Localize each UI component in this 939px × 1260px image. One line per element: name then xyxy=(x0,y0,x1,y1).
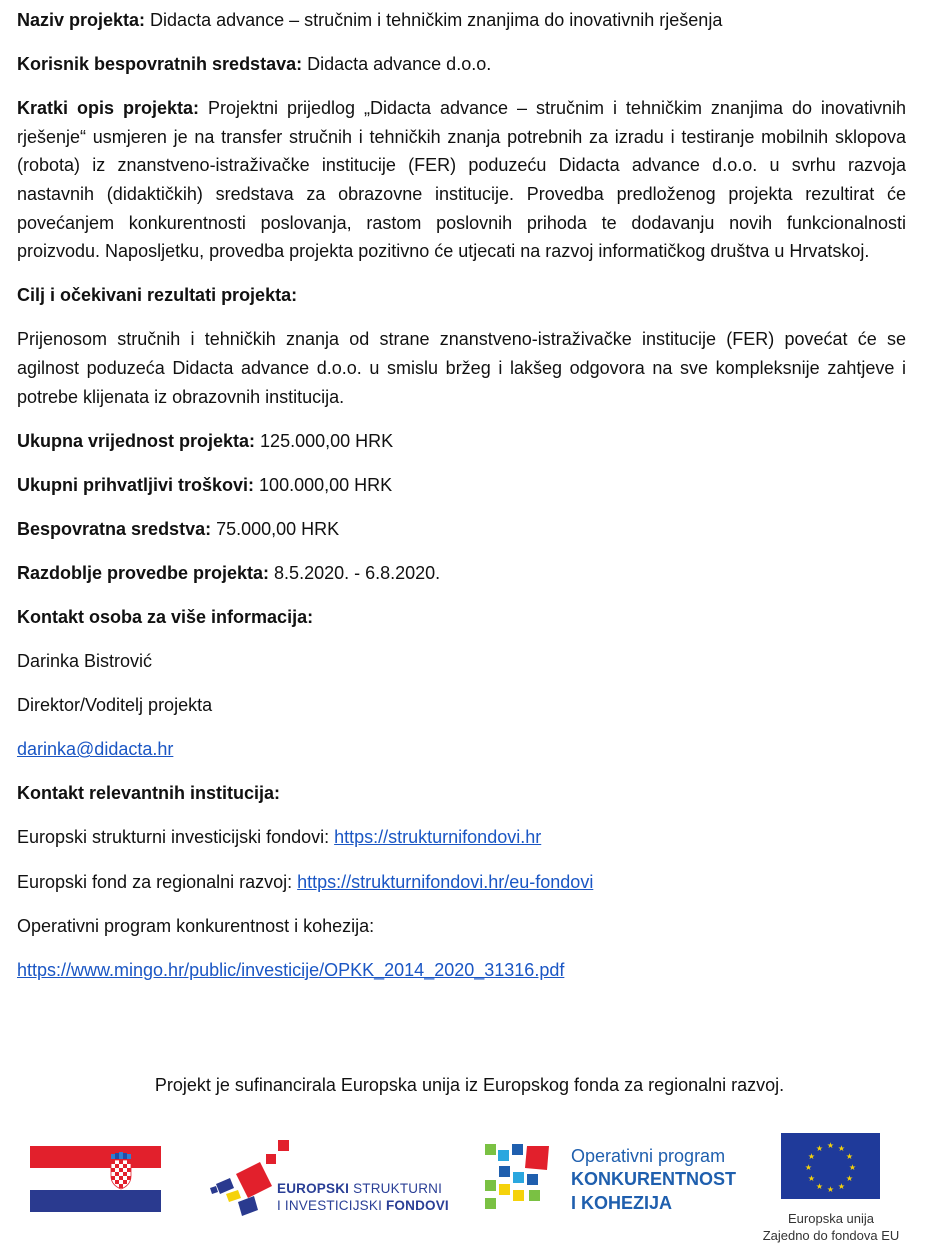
total-value-row xyxy=(17,427,906,456)
period-value: 8.5.2020. - 6.8.2020. xyxy=(269,562,441,583)
contact-heading-text: Kontakt osoba za više informacija: xyxy=(17,607,314,627)
contact-email-row xyxy=(17,735,906,764)
institutions-heading xyxy=(17,779,906,808)
svg-text:★: ★ xyxy=(845,1152,854,1161)
summary-row xyxy=(17,94,906,266)
eu-flag-icon xyxy=(781,1133,880,1199)
project-name-row xyxy=(17,6,906,35)
svg-text:★: ★ xyxy=(826,1141,835,1150)
svg-text:★: ★ xyxy=(845,1174,854,1183)
eligible-costs-row xyxy=(17,471,906,500)
esif-logo-line2a: I INVESTICIJSKI xyxy=(277,1198,386,1213)
opkk-link[interactable]: https://www.mingo.hr/public/investicije/OPKK_2014_2020_31316.pdf xyxy=(17,959,565,980)
contact-role: Direktor/Voditelj projekta xyxy=(17,695,213,716)
document-body xyxy=(17,6,906,1000)
contact-name: Darinka Bistrović xyxy=(17,651,153,672)
eu-caption xyxy=(748,1210,914,1244)
esif-logo-text xyxy=(277,1180,449,1214)
esif-logo-line1b: STRUKTURNI xyxy=(353,1181,443,1196)
eligible-label: Ukupni prihvatljivi troškovi: xyxy=(17,474,255,495)
opkk-logo-icon xyxy=(485,1144,551,1210)
beneficiary-label: Korisnik bespovratnih sredstava: xyxy=(17,54,303,75)
esif-logo-line1a: EUROPSKI xyxy=(277,1181,354,1196)
svg-text:★: ★ xyxy=(848,1163,857,1172)
goal-heading xyxy=(17,281,906,310)
esif-label: Europski strukturni investicijski fondovi: xyxy=(17,827,335,848)
croatia-flag-icon xyxy=(30,1146,161,1212)
esif-logo-line2b: FONDOVI xyxy=(385,1198,449,1213)
cofinancing-note: Projekt je sufinancirala Europska unija iz Europskog fonda za regionalni razvoj. xyxy=(154,1075,785,1095)
summary-value: Projektni prijedlog „Didacta advance – stručnim i tehničkim znanjima do inovativnih rješenje“ usmjeren je na transfer stručnih i tehničkih znanja potrebnih za izradu i testiranje mobilnih sklopova (robota) iz znanstveno-istraživačke institucije (FER) poduzeću Didacta advance d.o.o. u svrhu razvoja nastavnih (didaktičkih) sredstava za obrazovne institucije. Provedba predloženog projekta rezultirat će povećanjem konkurentnosti poslovanja, rastom poslovnih prihoda te dodavanju novih funkcionalnosti proizvodu. Naposljetku, provedba projekta pozitivno će utjecati na razvoj informatičkog društva u Hrvatskoj. xyxy=(17,98,906,262)
esif-link[interactable]: https://strukturnifondovi.hr xyxy=(334,827,542,848)
project-name-label: Naziv projekta: xyxy=(17,10,146,30)
period-row xyxy=(17,559,906,588)
svg-text:★: ★ xyxy=(815,1182,824,1191)
opkk-row xyxy=(17,956,906,985)
svg-text:★: ★ xyxy=(837,1182,846,1191)
opkk-logo-line1: Operativni program xyxy=(571,1146,726,1166)
beneficiary-row xyxy=(17,50,906,79)
svg-text:★: ★ xyxy=(807,1174,816,1183)
eu-caption-line1: Europska unija xyxy=(788,1211,874,1226)
eu-caption-line2: Zajedno do fondova EU xyxy=(762,1228,900,1243)
eligible-value: 100.000,00 HRK xyxy=(254,474,393,495)
total-label: Ukupna vrijednost projekta: xyxy=(17,430,256,451)
opkk-logo-line3: I KOHEZIJA xyxy=(571,1193,673,1213)
contact-email-link[interactable]: darinka@didacta.hr xyxy=(17,739,174,760)
opkk-logo-line2: KONKURENTNOST xyxy=(571,1169,736,1189)
goal-heading-text: Cilj i očekivani rezultati projekta: xyxy=(17,285,298,306)
grant-value: 75.000,00 HRK xyxy=(211,518,340,539)
erdf-row xyxy=(17,868,906,897)
opkk-label: Operativni program konkurentnost i kohezija: xyxy=(17,915,375,936)
grant-label: Bespovratna sredstva: xyxy=(17,518,212,539)
svg-text:★: ★ xyxy=(815,1144,824,1153)
esif-row xyxy=(17,823,906,852)
erdf-label: Europski fond za regionalni razvoj: xyxy=(17,871,298,892)
svg-text:★: ★ xyxy=(826,1185,835,1194)
svg-text:★: ★ xyxy=(837,1144,846,1153)
total-value: 125.000,00 HRK xyxy=(255,430,394,451)
svg-text:★: ★ xyxy=(804,1163,813,1172)
svg-text:★: ★ xyxy=(807,1152,816,1161)
period-label: Razdoblje provedbe projekta: xyxy=(17,562,270,583)
project-name-value: Didacta advance – stručnim i tehničkim znanjima do inovativnih rješenja xyxy=(145,10,723,30)
grant-row xyxy=(17,515,906,544)
summary-label: Kratki opis projekta: xyxy=(17,98,199,119)
opkk-logo-text xyxy=(571,1145,736,1215)
beneficiary-value: Didacta advance d.o.o. xyxy=(302,54,492,75)
goal-text: Prijenosom stručnih i tehničkih znanja od strane znanstveno-istraživačke institucije (FER) povećat će se agilnost poduzeća Didacta advance d.o.o. u smislu bržeg i lakšeg odgovora na sve kompleksnije zahtjeve i potrebe klijenata iz obrazovnih institucija. xyxy=(17,329,906,407)
erdf-link[interactable]: https://strukturnifondovi.hr/eu-fondovi xyxy=(297,871,594,892)
institutions-heading-text: Kontakt relevantnih institucija: xyxy=(17,783,281,804)
contact-heading xyxy=(17,603,906,632)
